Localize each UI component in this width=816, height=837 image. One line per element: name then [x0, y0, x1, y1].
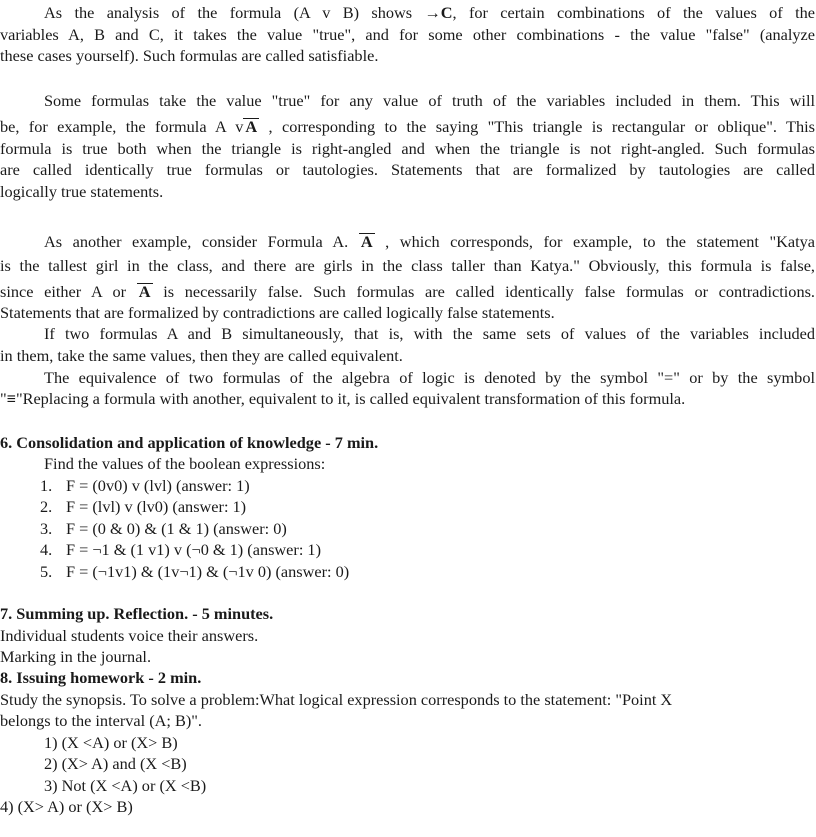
list-text: F = ¬1 & (1 v1) v (¬0 & 1) (answer: 1)	[66, 540, 321, 559]
para3-line1	[44, 231, 815, 253]
list-item	[40, 539, 321, 561]
variable-c: C	[440, 3, 453, 22]
list-item	[40, 496, 246, 518]
text-run: "Replacing a formula with another, equivalent to it, is called equivalent transformation of this formula.	[15, 389, 686, 408]
list-number: 3.	[40, 519, 53, 538]
para2-line4: are called identically true formulas or tautologies. Statements that are formalized by tautologies are called	[0, 160, 815, 179]
section6-heading: 6. Consolidation and application of knowledge - 7 min.	[0, 433, 379, 452]
para2-line3: formula is true both when the triangle is right-angled and when the triangle is not right-angled. Such formulas	[0, 139, 815, 158]
implies-arrow-symbol: →	[424, 3, 441, 22]
section7-heading: 7. Summing up. Reflection. - 5 minutes.	[0, 604, 274, 623]
text-run: , corresponding to the saying "This triangle is rectangular or oblique". This	[259, 117, 816, 136]
para2-line5: logically true statements.	[0, 182, 164, 201]
text-run: since either A or	[0, 282, 137, 301]
list-number: 4.	[40, 540, 53, 559]
list-item	[40, 475, 250, 497]
list-text: F = (lvl) v (lv0) (answer: 1)	[66, 497, 247, 516]
equivalence-symbol: ≡	[6, 389, 16, 408]
text-run: As another example, consider Formula A.	[44, 232, 359, 251]
para4-line2: in them, take the same values, then they are called equivalent.	[0, 346, 403, 365]
section8-heading: 8. Issuing homework - 2 min.	[0, 668, 202, 687]
para4-line1: If two formulas A and B simultaneously, that is, with the same sets of values of the variables included	[44, 324, 815, 343]
para5-line1: The equivalence of two formulas of the algebra of logic is denoted by the symbol "=" or by the symbol	[44, 368, 815, 387]
para2-line1: Some formulas take the value "true" for any value of truth of the variables included in them. This will	[44, 91, 815, 110]
text-run: be, for example, the formula A v	[0, 117, 244, 136]
text-run: is necessarily false. Such formulas are called identically false formulas or contradictions.	[152, 282, 815, 301]
section8-line1: Study the synopsis. To solve a problem:What logical expression corresponds to the statement: "Point X	[0, 690, 673, 709]
answer-option: 4) (X> A) or (X> B)	[0, 797, 133, 816]
list-item	[40, 518, 287, 540]
negated-a-symbol: A	[138, 282, 151, 301]
list-text: F = (0 & 0) & (1 & 1) (answer: 0)	[66, 519, 287, 538]
section6-intro: Find the values of the boolean expressions:	[44, 454, 326, 473]
text-run: "	[0, 389, 7, 408]
para1-line3: these cases yourself). Such formulas are called satisfiable.	[0, 46, 379, 65]
text-run: , for certain combinations of the values of the	[452, 3, 816, 22]
section7-line1: Individual students voice their answers.	[0, 626, 259, 645]
answer-option: 3) Not (X <A) or (X <B)	[44, 776, 207, 795]
para3-line4: Statements that are formalized by contradictions are called logically false statements.	[0, 303, 555, 322]
para2-line2	[0, 116, 815, 138]
para5-line2	[0, 388, 685, 410]
list-number: 5.	[40, 562, 53, 581]
para3-line2: is the tallest girl in the class, and there are girls in the class taller than Katya." Obviously, this formula is false,	[0, 256, 815, 275]
list-text: F = (¬1v1) & (1v¬1) & (¬1v 0) (answer: 0)	[66, 562, 350, 581]
para3-line3	[0, 281, 815, 303]
answer-option: 2) (X> A) and (X <B)	[44, 754, 187, 773]
section8-line2: belongs to the interval (A; B)".	[0, 711, 202, 730]
list-item	[40, 561, 349, 583]
section7-line2: Marking in the journal.	[0, 647, 152, 666]
para1-line2: variables A, B and C, it takes the value "true", and for some other combinations - the value "false" (analyze	[0, 25, 815, 44]
text-run: , which corresponds, for example, to the statement "Katya	[374, 232, 816, 251]
list-number: 1.	[40, 476, 53, 495]
negated-a-symbol: A	[245, 117, 258, 136]
list-text: F = (0v0) v (lvl) (answer: 1)	[66, 476, 250, 495]
answer-option: 1) (X <A) or (X> B)	[44, 733, 178, 752]
list-number: 2.	[40, 497, 53, 516]
para1-line1	[44, 2, 815, 24]
text-run: As the analysis of the formula (A v B) shows	[44, 3, 425, 22]
negated-a-symbol: A	[360, 232, 373, 251]
